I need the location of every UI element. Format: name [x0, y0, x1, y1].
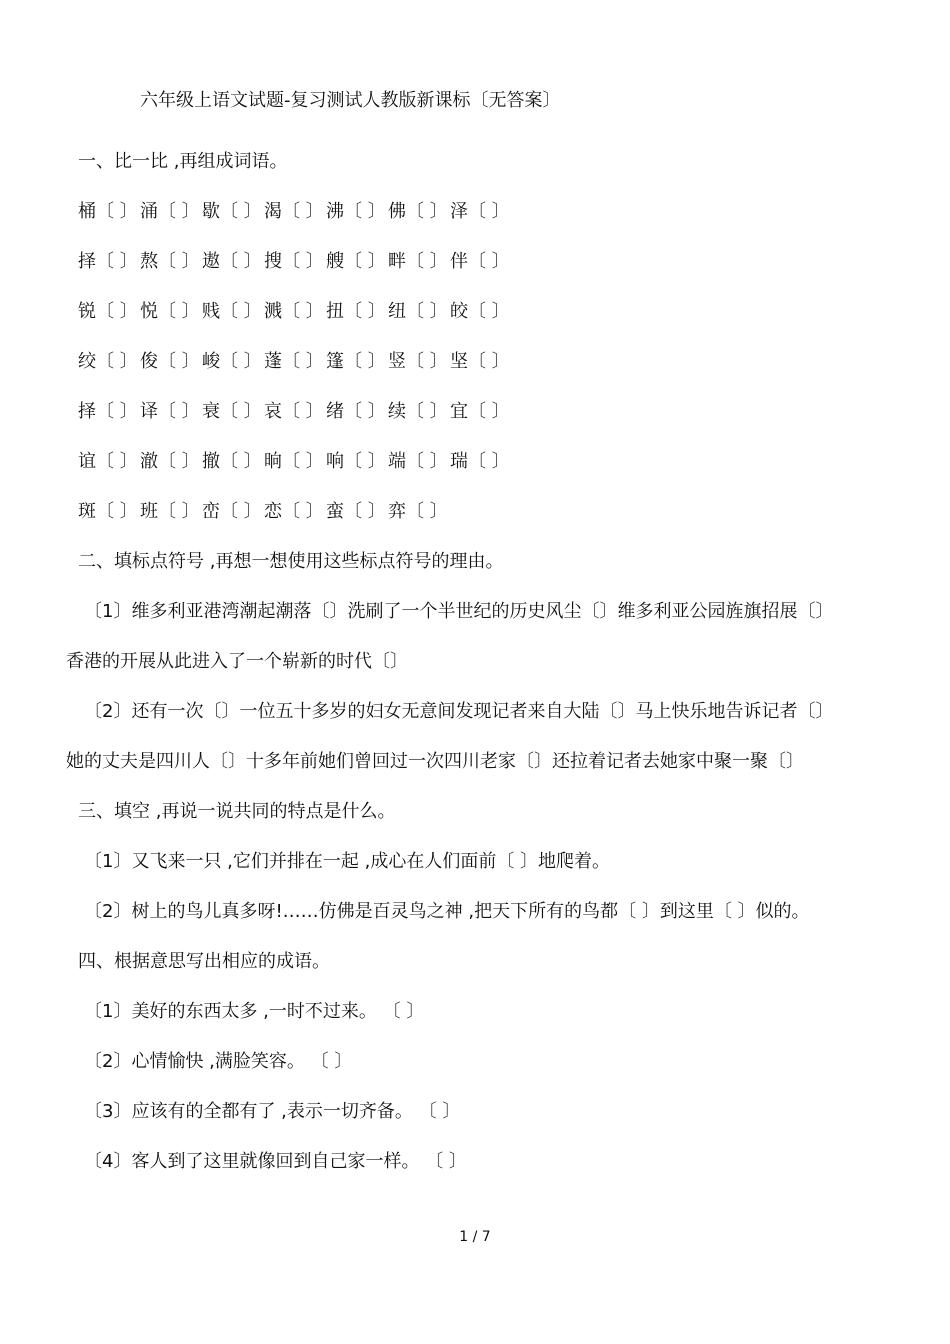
word-row	[78, 200, 512, 224]
word-row	[78, 250, 512, 274]
word-item: 沸〔 〕	[326, 201, 386, 222]
word-item: 撤〔 〕	[202, 451, 262, 472]
word-item: 俊〔 〕	[140, 351, 200, 372]
word-item: 峦〔 〕	[202, 501, 262, 522]
section2-q1-line1: 〔1〕维多利亚港湾潮起潮落〔〕洗刷了一个半世纪的历史风尘〔〕维多利亚公园旌旗招展〔〕	[84, 601, 834, 622]
word-row	[78, 400, 512, 424]
word-item: 悦〔 〕	[140, 301, 200, 322]
section4-q3: 〔3〕应该有的全都有了 ,表示一切齐备。 〔 〕	[84, 1101, 461, 1122]
word-item: 宜〔 〕	[450, 401, 510, 422]
word-item: 译〔 〕	[140, 401, 200, 422]
word-item: 扭〔 〕	[326, 301, 386, 322]
section4-heading: 四、根据意思写出相应的成语。	[78, 951, 330, 972]
word-item: 皎〔 〕	[450, 301, 510, 322]
page-title: 六年级上语文试题-复习测试人教版新课标〔无答案〕	[140, 90, 561, 111]
word-item: 渴〔 〕	[264, 201, 324, 222]
word-item: 蓬〔 〕	[264, 351, 324, 372]
word-item: 绪〔 〕	[326, 401, 386, 422]
word-item: 锐〔 〕	[78, 301, 138, 322]
word-item: 泽〔 〕	[450, 201, 510, 222]
word-item: 蛮〔 〕	[326, 501, 386, 522]
word-item: 熬〔 〕	[140, 251, 200, 272]
word-item: 坚〔 〕	[450, 351, 510, 372]
section1-heading: 一、比一比 ,再组成词语。	[78, 151, 288, 172]
word-item: 伴〔 〕	[450, 251, 510, 272]
word-item: 竖〔 〕	[388, 351, 448, 372]
word-item: 绞〔 〕	[78, 351, 138, 372]
word-item: 桶〔 〕	[78, 201, 138, 222]
word-item: 择〔 〕	[78, 401, 138, 422]
word-item: 晌〔 〕	[264, 451, 324, 472]
word-item: 贱〔 〕	[202, 301, 262, 322]
word-item: 峻〔 〕	[202, 351, 262, 372]
word-item: 哀〔 〕	[264, 401, 324, 422]
word-item: 斑〔 〕	[78, 501, 138, 522]
word-item: 端〔 〕	[388, 451, 448, 472]
section3-q1: 〔1〕又飞来一只 ,它们并排在一起 ,成心在人们面前〔 〕地爬着。	[84, 851, 611, 872]
word-item: 衰〔 〕	[202, 401, 262, 422]
section3-q2: 〔2〕树上的鸟儿真多呀!……仿佛是百灵鸟之神 ,把天下所有的鸟都〔 〕到这里〔 〕似的。	[84, 901, 810, 922]
section2-q2-line2: 她的丈夫是四川人〔〕十多年前她们曾回过一次四川老家〔〕还拉着记者去她家中聚一聚〔〕	[66, 751, 804, 772]
word-item: 篷〔 〕	[326, 351, 386, 372]
word-item: 班〔 〕	[140, 501, 200, 522]
word-row	[78, 500, 450, 524]
word-item: 响〔 〕	[326, 451, 386, 472]
word-item: 歇〔 〕	[202, 201, 262, 222]
word-item: 搜〔 〕	[264, 251, 324, 272]
word-row	[78, 300, 512, 324]
word-item: 纽〔 〕	[388, 301, 448, 322]
word-item: 涌〔 〕	[140, 201, 200, 222]
word-item: 择〔 〕	[78, 251, 138, 272]
section2-q1-line2: 香港的开展从此进入了一个崭新的时代〔〕	[66, 651, 408, 672]
word-row	[78, 450, 512, 474]
section4-q4: 〔4〕客人到了这里就像回到自己家一样。 〔 〕	[84, 1151, 467, 1172]
word-item: 续〔 〕	[388, 401, 448, 422]
section2-heading: 二、填标点符号 ,再想一想使用这些标点符号的理由。	[78, 551, 504, 572]
word-item: 艘〔 〕	[326, 251, 386, 272]
word-item: 溅〔 〕	[264, 301, 324, 322]
word-item: 澈〔 〕	[140, 451, 200, 472]
section2-q2-line1: 〔2〕还有一次〔〕一位五十多岁的妇女无意间发现记者来自大陆〔〕马上快乐地告诉记者〔〕	[84, 701, 834, 722]
page-number: 1 / 7	[459, 1229, 491, 1245]
word-item: 弈〔 〕	[388, 501, 448, 522]
section4-q1: 〔1〕美好的东西太多 ,一时不过来。 〔 〕	[84, 1001, 425, 1022]
word-item: 谊〔 〕	[78, 451, 138, 472]
word-row	[78, 350, 512, 374]
section4-q2: 〔2〕心情愉快 ,满脸笑容。 〔 〕	[84, 1051, 353, 1072]
word-item: 恋〔 〕	[264, 501, 324, 522]
word-item: 佛〔 〕	[388, 201, 448, 222]
word-item: 瑞〔 〕	[450, 451, 510, 472]
word-item: 遨〔 〕	[202, 251, 262, 272]
word-item: 畔〔 〕	[388, 251, 448, 272]
section3-heading: 三、填空 ,再说一说共同的特点是什么。	[78, 801, 396, 822]
